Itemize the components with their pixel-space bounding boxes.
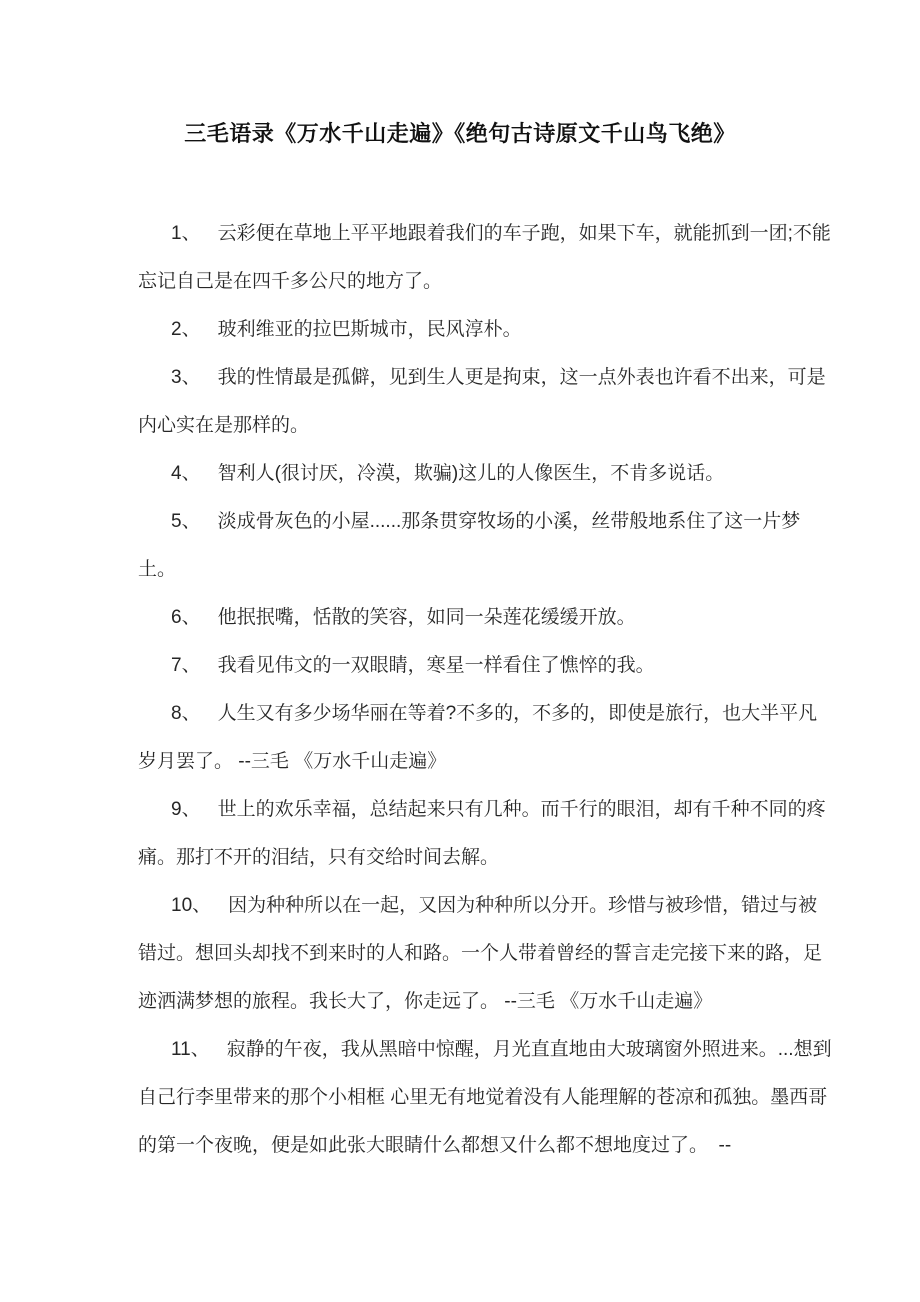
quote-number: 7、 — [171, 655, 201, 676]
quote-text: 淡成骨灰色的小屋......那条贯穿牧场的小溪，丝带般地系住了这一片梦土。 — [138, 511, 801, 580]
quote-item-3 — [138, 354, 832, 450]
quote-item-10 — [138, 882, 832, 1026]
document-title: 三毛语录《万水千山走遍》《绝句古诗原文千山鸟飞绝》 — [184, 121, 736, 146]
quote-number: 4、 — [171, 463, 201, 484]
quote-text: 人生又有多少场华丽在等着?不多的，不多的，即使是旅行，也大半平凡岁月罢了。 --三毛 《万水千山走遍》 — [138, 703, 818, 772]
quote-text: 因为种种所以在一起，又因为种种所以分开。珍惜与被珍惜，错过与被错过。想回头却找不到来时的人和路。一个人带着曾经的誓言走完接下来的路，足迹洒满梦想的旅程。我长大了，你走远了。 --三毛 《万水千山走遍》 — [138, 895, 823, 1012]
quote-text: 玻利维亚的拉巴斯城市，民风淳朴。 — [217, 319, 522, 340]
quote-item-8 — [138, 690, 832, 786]
quote-text: 智利人(很讨厌，冷漠，欺骗)这儿的人像医生，不肯多说话。 — [217, 463, 725, 484]
quotes-list — [138, 210, 832, 1170]
quote-number: 11、 — [171, 1039, 210, 1060]
quote-text: 我看见伟文的一双眼睛，寒星一样看住了憔悴的我。 — [217, 655, 655, 676]
quote-text: 寂静的午夜，我从黑暗中惊醒，月光直直地由大玻璃窗外照进来。...想到自己行李里带来的那个小相框 心里无有地觉着没有人能理解的苍凉和孤独。墨西哥的第一个夜晚，便是如此张大眼睛什么都想又什么都不想地度过了。 -- — [138, 1039, 832, 1156]
quote-item-11 — [138, 1026, 832, 1170]
quote-number: 1、 — [171, 223, 201, 244]
quote-text: 他抿抿嘴，恬散的笑容，如同一朵莲花缓缓开放。 — [217, 607, 636, 628]
quote-text: 世上的欢乐幸福，总结起来只有几种。而千行的眼泪，却有千种不同的疼痛。那打不开的泪结，只有交给时间去解。 — [138, 799, 826, 868]
quote-item-1 — [138, 210, 832, 306]
quote-text: 云彩便在草地上平平地跟着我们的车子跑，如果下车，就能抓到一团;不能忘记自己是在四千多公尺的地方了。 — [138, 223, 831, 292]
quote-number: 8、 — [171, 703, 201, 724]
quote-number: 10、 — [171, 895, 212, 916]
quote-text: 我的性情最是孤僻，见到生人更是拘束，这一点外表也许看不出来，可是内心实在是那样的。 — [138, 367, 826, 436]
quote-number: 9、 — [171, 799, 201, 820]
quote-number: 5、 — [171, 511, 201, 532]
quote-number: 2、 — [171, 319, 201, 340]
quote-item-4 — [138, 450, 832, 498]
quote-number: 6、 — [171, 607, 201, 628]
quote-item-7 — [138, 642, 832, 690]
quote-item-2 — [138, 306, 832, 354]
quote-item-6 — [138, 594, 832, 642]
quote-item-9 — [138, 786, 832, 882]
quote-item-5 — [138, 498, 832, 594]
quote-number: 3、 — [171, 367, 201, 388]
